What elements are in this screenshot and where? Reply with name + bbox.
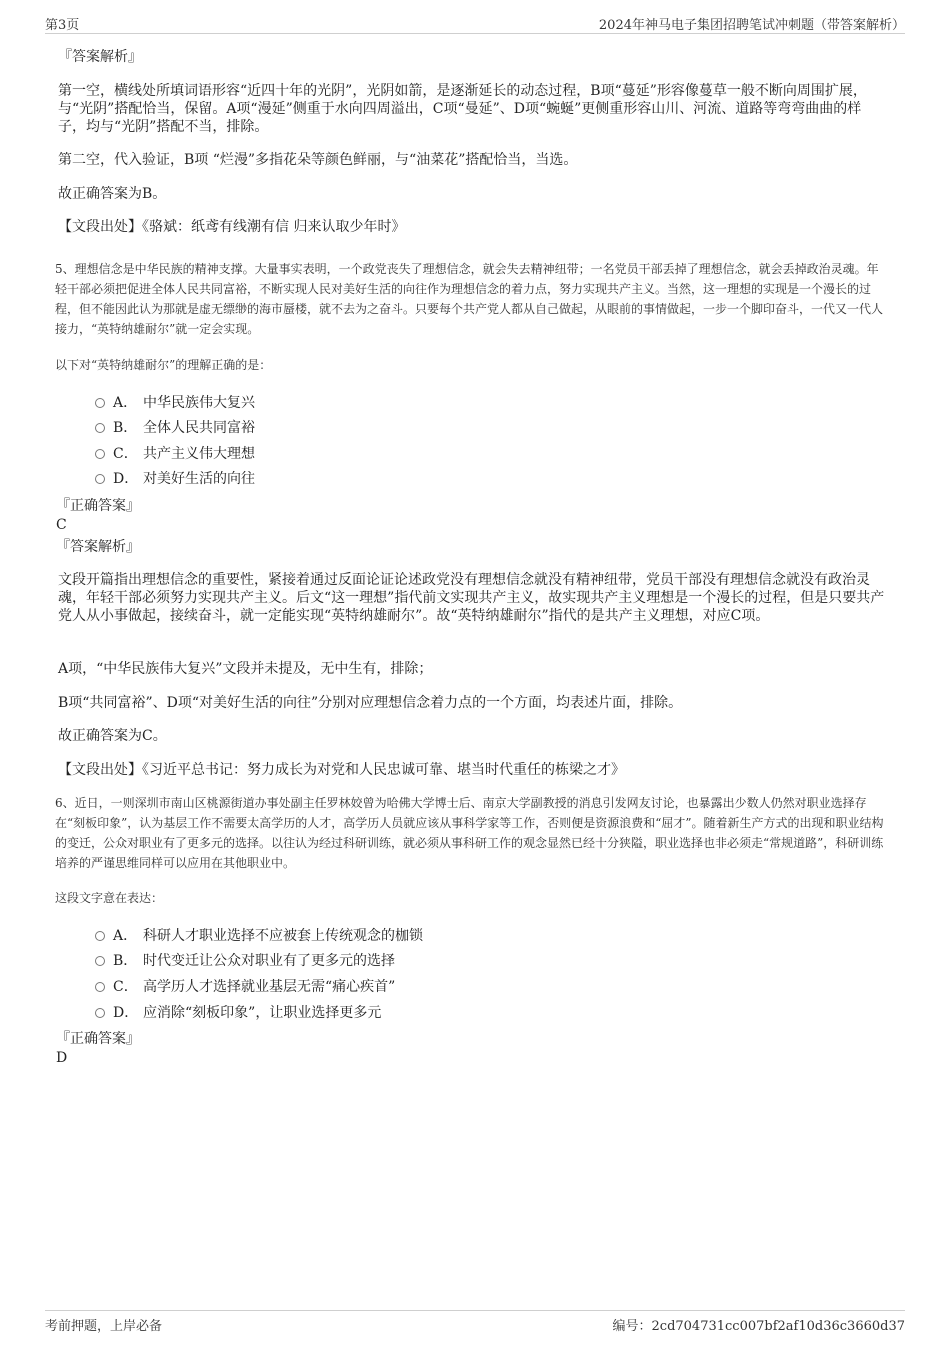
q6-answer: D (56, 1050, 68, 1066)
q5-correct-label: 『正确答案』 (56, 498, 140, 514)
radio-icon[interactable] (95, 449, 105, 459)
document-code (613, 1315, 906, 1334)
q5-question: 以下对“英特纳雄耐尔”的理解正确的是： (55, 358, 272, 372)
radio-icon[interactable] (95, 931, 105, 941)
q6-option-b[interactable]: B． 时代变迁让公众对职业有了更多元的选择 (95, 950, 395, 970)
q5-source: 【文段出处】《习近平总书记：努力成长为对党和人民忠诚可靠、堪当时代重任的栋梁之才》 (58, 762, 625, 778)
q6-question: 这段文字意在表达： (55, 891, 164, 905)
q4-analysis-label: 『答案解析』 (58, 49, 142, 65)
q4-analysis-paragraph-2: 第二空，代入验证，B项 “烂漫”多指花朵等颜色鲜丽，与“油菜花”搭配恰当，当选。 (58, 152, 578, 168)
radio-icon[interactable] (95, 1008, 105, 1018)
q5-option-c[interactable]: C． 共产主义伟大理想 (95, 443, 255, 463)
code-label: 编号： (612, 1319, 652, 1334)
q6-option-d[interactable]: D． 应消除“刻板印象”，让职业选择更多元 (95, 1002, 381, 1022)
q6-option-c[interactable]: C． 高学历人才选择就业基层无需“痛心疾首” (95, 976, 395, 996)
q5-analysis-label: 『答案解析』 (56, 539, 140, 555)
q5-analysis-paragraph-3: B项“共同富裕”、D项“对美好生活的向往”分别对应理想信念着力点的一个方面，均表述片面，排除。 (58, 695, 683, 711)
q4-conclusion: 故正确答案为B。 (58, 186, 167, 202)
q6-correct-label: 『正确答案』 (56, 1031, 140, 1047)
page-header (45, 12, 905, 34)
q5-option-b[interactable]: B． 全体人民共同富裕 (95, 417, 255, 437)
q5-passage: 5、理想信念是中华民族的精神支撑。大量事实表明，一个政党丧失了理想信念，就会失去精神纽带；一名党员干部丢掉了理想信念，就会丢掉政治灵魂。年轻干部必须把促进全体人民共同富裕，不断实现人民对美好生活的向往作为理想信念的着力点，努力实现共产主义。当然，这一理想的实现是一个漫长的过程，但不能因此认为那就是虚无缥缈的海市蜃楼，就不去为之奋斗。只要每个共产党人都从自己做起，从眼前的事情做起，一步一个脚印奋斗，一代又一代人接力，“英特纳雄耐尔”就一定会实现。 (55, 262, 884, 336)
page-footer (45, 1310, 905, 1334)
radio-icon[interactable] (95, 982, 105, 992)
q5-analysis-paragraph-1: 文段开篇指出理想信念的重要性，紧接着通过反面论证论述政党没有理想信念就没有精神纽带，党员干部没有理想信念就没有政治灵魂，年轻干部必须努力实现共产主义。后文“这一理想”指代前文实现共产主义，故实现共产主义理想是一个漫长的过程，但是只要共产党人从小事做起，接续奋斗，就一定能实现“英特纳雄耐尔”。故“英特纳雄耐尔”指代的是共产主义理想，对应C项。 (58, 572, 885, 624)
q6-option-a[interactable]: A． 科研人才职业选择不应被套上传统观念的枷锁 (95, 925, 423, 945)
q4-source: 【文段出处】《骆斌：纸鸢有线潮有信 归来认取少年时》 (58, 219, 406, 235)
q5-analysis-paragraph-2: A项，“中华民族伟大复兴”文段并未提及，无中生有，排除； (58, 661, 433, 677)
footer-slogan: 考前押题，上岸必备 (45, 1319, 163, 1334)
code-value: 2cd704731cc007bf2af10d36c3660d37 (651, 1319, 905, 1334)
radio-icon[interactable] (95, 423, 105, 433)
q5-answer: C (56, 517, 67, 533)
radio-icon[interactable] (95, 398, 105, 408)
q5-option-d[interactable]: D． 对美好生活的向往 (95, 468, 255, 488)
q4-analysis-paragraph-1: 第一空，横线处所填词语形容“近四十年的光阴”，光阴如箭，是逐渐延长的动态过程，B项“蔓延”形容像蔓草一般不断向周围扩展，与“光阴”搭配恰当，保留。A项“漫延”侧重于水向四周溢出，C项“曼延”、D项“蜿蜒”更侧重形容山川、河流、道路等弯弯曲曲的样子，均与“光阴”搭配不当，排除。 (58, 83, 867, 135)
radio-icon[interactable] (95, 956, 105, 966)
q5-option-a[interactable]: A． 中华民族伟大复兴 (95, 392, 255, 412)
q5-conclusion: 故正确答案为C。 (58, 728, 167, 744)
q6-passage: 6、近日，一则深圳市南山区桃源街道办事处副主任罗林姣曾为哈佛大学博士后、南京大学副教授的消息引发网友讨论，也暴露出少数人仍然对职业选择存在“刻板印象”，认为基层工作不需要太高学历的人才，高学历人员就应该从事科学家等工作，否则便是资源浪费和“屈才”。随着新生产方式的出现和职业结构的变迁，公众对职业有了更多元的选择。以往认为经过科研训练，就必须从事科研工作的观念显然已经十分狭隘，职业选择也非必须走“常规道路”，科研训练培养的严谨思维同样可以应用在其他职业中。 (55, 796, 884, 870)
radio-icon[interactable] (95, 474, 105, 484)
document-title: 2024年神马电子集团招聘笔试冲刺题（带答案解析） (598, 18, 905, 33)
page-number: 第3页 (45, 18, 80, 33)
